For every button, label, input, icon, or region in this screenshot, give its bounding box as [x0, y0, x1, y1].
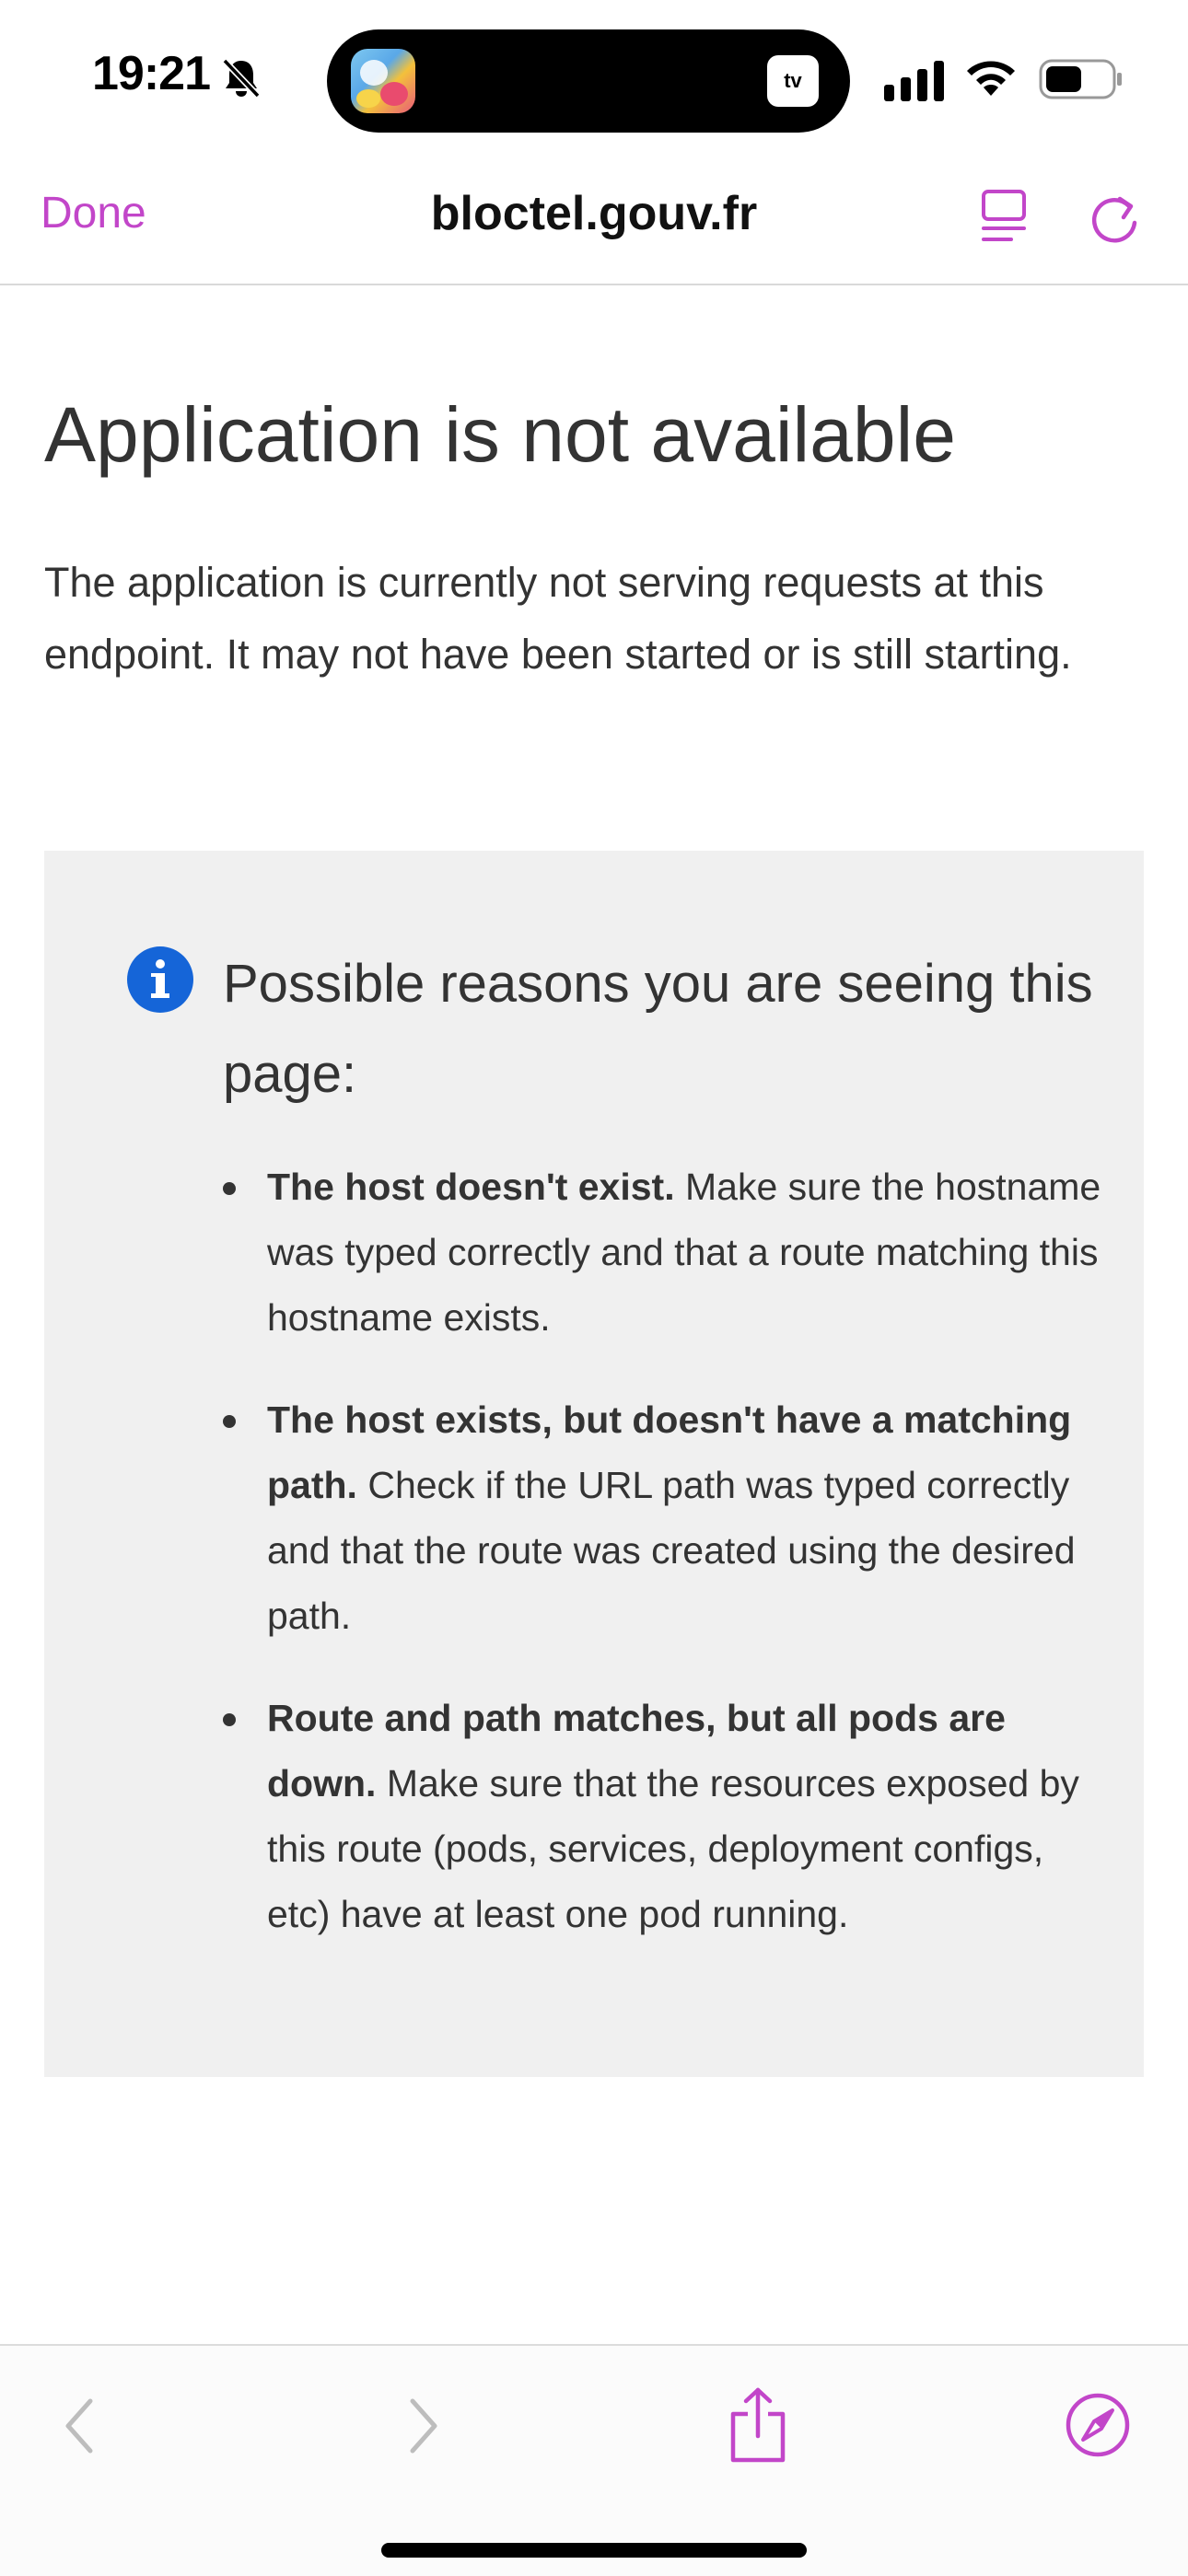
done-button[interactable]: Done [41, 189, 146, 238]
page-description: The application is currently not serving requests at this endpoint. It may not have been started or is still starting. [44, 559, 1072, 679]
wifi-icon [963, 55, 1019, 101]
list-item [223, 1387, 1107, 1649]
forward-chevron-icon[interactable] [403, 2396, 444, 2456]
tv-badge-label: tv [784, 69, 802, 92]
bell-slash-icon [221, 57, 262, 99]
page-title: Application is not available [44, 391, 956, 478]
reason-title: Route and path matches, but all pods are down. [267, 1697, 1006, 1804]
status-bar [0, 0, 1188, 158]
back-chevron-icon[interactable] [59, 2396, 99, 2456]
dynamic-island[interactable] [327, 29, 850, 133]
reasons-list [223, 1155, 1107, 1984]
page-content [44, 284, 1144, 690]
battery-icon [1039, 59, 1124, 99]
reader-mode-icon[interactable] [980, 186, 1031, 247]
reasons-panel [44, 851, 1144, 2077]
live-activity-app-icon [351, 49, 415, 113]
reload-icon[interactable] [1087, 186, 1144, 247]
reason-text: Make sure the hostname was typed correctly and that a route matching this hostname exists. [267, 1166, 1101, 1339]
reason-title: The host exists, but doesn't have a matching path. [267, 1398, 1072, 1506]
safari-compass-icon[interactable] [1065, 2392, 1131, 2458]
browser-nav-bar [0, 158, 1188, 285]
list-item [223, 1155, 1107, 1351]
reason-title: The host doesn't exist. [267, 1166, 675, 1208]
cellular-signal-icon [884, 61, 945, 101]
reason-text: Make sure that the resources exposed by this route (pods, services, deployment configs, etc) have at least one pod running. [267, 1762, 1079, 1935]
status-time: 19:21 [92, 47, 210, 100]
list-item [223, 1686, 1107, 1947]
reasons-heading: Possible reasons you are seeing this page: [223, 954, 1093, 1104]
apple-tv-icon [767, 55, 819, 107]
reason-text: Check if the URL path was typed correctly and that the route was created using the desired path. [267, 1464, 1076, 1637]
home-indicator[interactable] [381, 2543, 807, 2558]
info-icon [127, 946, 193, 1013]
browser-toolbar [0, 2344, 1188, 2576]
share-icon[interactable] [726, 2386, 790, 2464]
page-domain-title: bloctel.gouv.fr [430, 187, 758, 240]
